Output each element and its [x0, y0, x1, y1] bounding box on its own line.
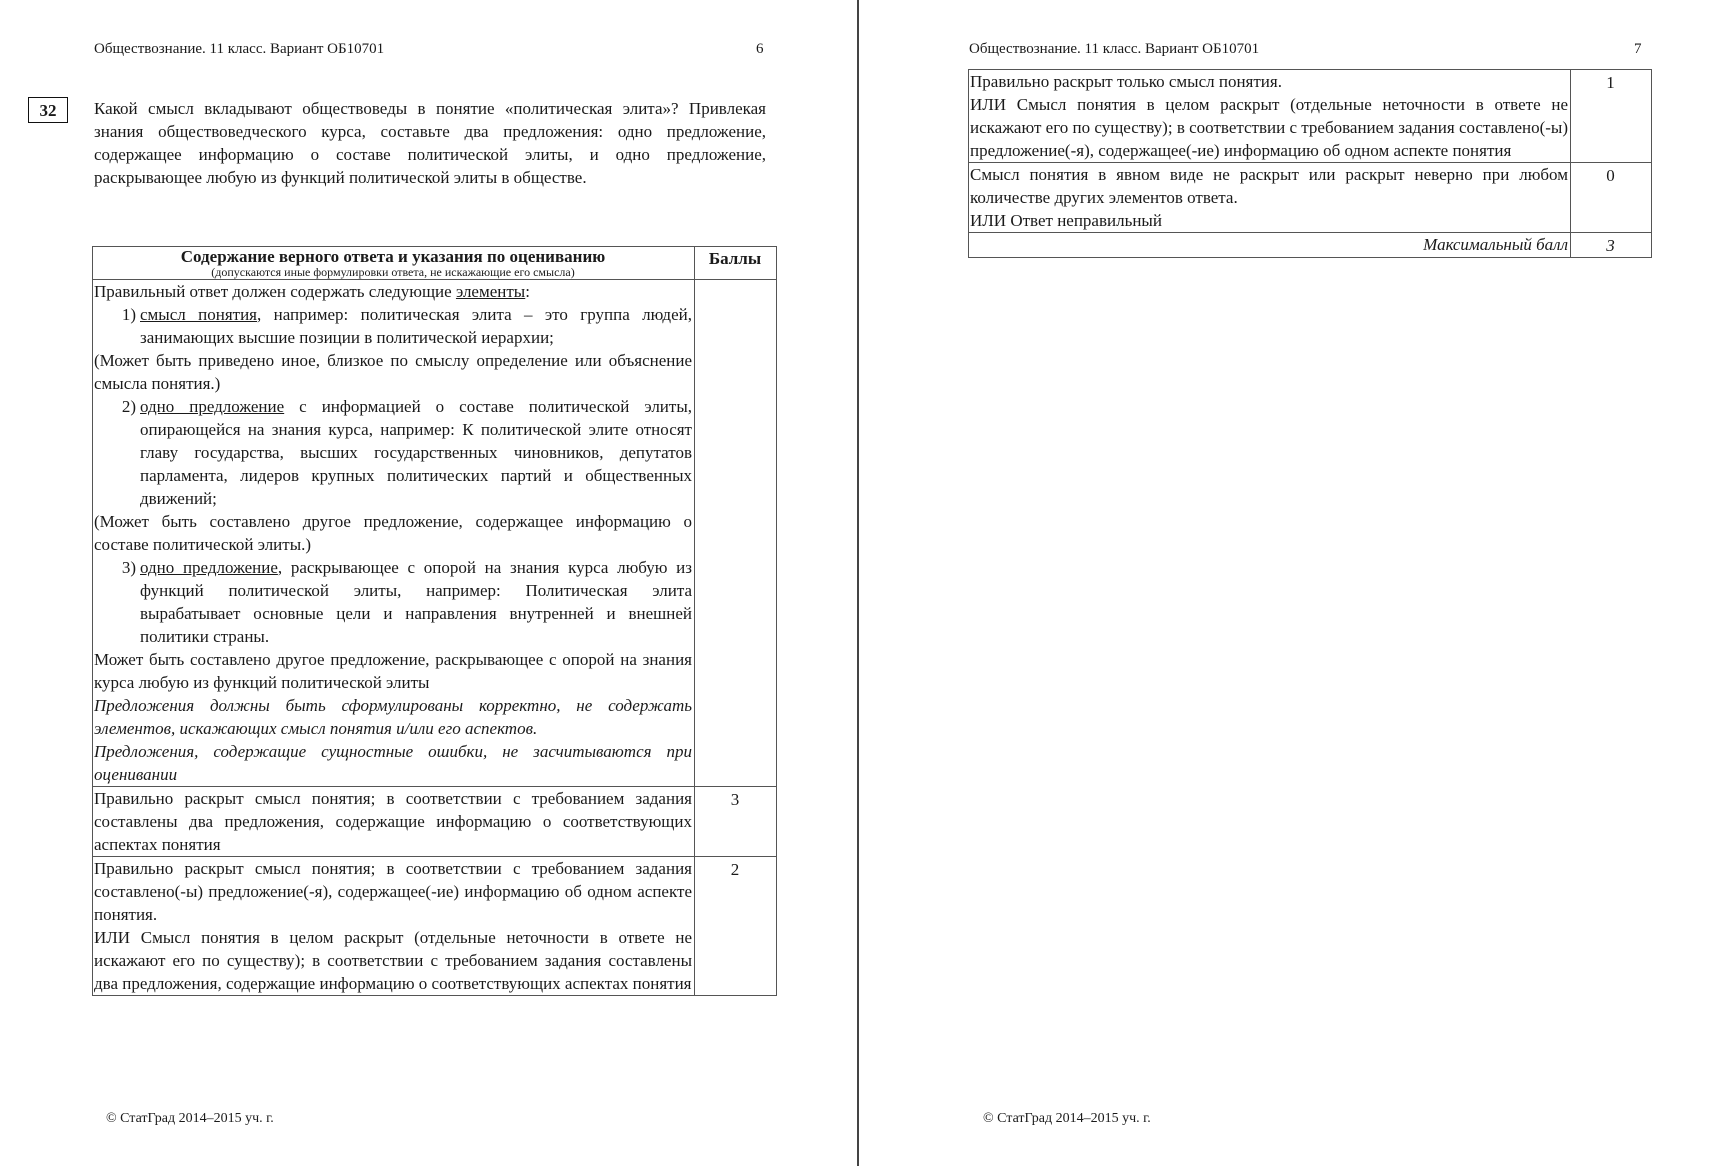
- max-score-label: Максимальный балл: [969, 233, 1571, 258]
- question-number: 32: [28, 97, 68, 123]
- answer-content: [93, 280, 695, 787]
- answer-points-cell: [695, 280, 777, 787]
- answer-content-row: [93, 280, 777, 787]
- page-footer: © СтатГрад 2014–2015 уч. г.: [983, 1111, 1151, 1126]
- score-row-2: [93, 857, 777, 996]
- answer-element-3: 3) одно предложение, раскрывающее с опорой на знания курса любую из функций политической элиты, например: Политическая элита вырабатывает основные цели и направления внутренней и внешней политики страны.: [121, 558, 692, 646]
- score-0-criteria: Смысл понятия в явном виде не раскрыт или раскрыт неверно при любом количестве других элементов ответа. ИЛИ Ответ неправильный: [969, 163, 1571, 233]
- assessment-note-2: Предложения, содержащие сущностные ошибки, не засчитываются при оценивании: [94, 742, 692, 784]
- max-score-row: [969, 233, 1652, 258]
- assessment-note-1: Предложения должны быть сформулированы корректно, не содержать элементов, искажающих смысл понятия и/или его аспектов.: [94, 696, 692, 738]
- content-header-title: Содержание верного ответа и указания по оцениванию: [180, 247, 606, 266]
- question-text: Какой смысл вкладывают обществоведы в понятие «политическая элита»? Привлекая знания обществоведческого курса, составьте два предложения: одно предложение, содержащее информацию о составе политической элиты, и одно предложение, раскрывающее любую из функций политической элиты в обществе.: [94, 99, 766, 187]
- page-footer: © СтатГрад 2014–2015 уч. г.: [106, 1111, 274, 1126]
- points-header: Баллы: [695, 247, 777, 280]
- answer-note-2: (Может быть составлено другое предложение, содержащее информацию о составе политической элиты.): [94, 512, 692, 554]
- score-3-points: 3: [695, 787, 777, 857]
- table-header-row: [93, 247, 777, 280]
- score-2-criteria: Правильно раскрыт смысл понятия; в соответствии с требованием задания составлено(-ы) предложение(-я), содержащее(-ие) информацию об одном аспекте понятия. ИЛИ Смысл понятия в целом раскрыт (отдельные неточности в ответе не искажают его по существу); в соответствии с требованием задания составлены два предложения, содержащие информацию о соответствующих аспектах понятия: [93, 857, 695, 996]
- answer-note-1: (Может быть приведено иное, близкое по смыслу определение или объяснение смысла понятия.): [94, 351, 692, 393]
- score-3-criteria: Правильно раскрыт смысл понятия; в соответствии с требованием задания составлены два предложения, содержащие информацию о соответствующих аспектах понятия: [93, 787, 695, 857]
- score-row-0: [969, 163, 1652, 233]
- page-number: 7: [1634, 41, 1642, 57]
- answer-element-2: 2) одно предложение с информацией о составе политической элиты, опирающейся на знания курса, например: К политической элите относят главу государства, высших государственных чиновников, депутатов парламента, лидеров крупных политических партий и общественных движений;: [121, 397, 692, 508]
- content-header-subtitle: (допускаются иные формулировки ответа, не искажающие его смысла): [211, 265, 575, 279]
- score-1-points: 1: [1571, 70, 1652, 163]
- score-row-3: [93, 787, 777, 857]
- page-header: Обществознание. 11 класс. Вариант ОБ10701: [969, 41, 1260, 57]
- page-header: Обществознание. 11 класс. Вариант ОБ10701: [94, 41, 385, 57]
- score-row-1: [969, 70, 1652, 163]
- answer-element-1: 1) смысл понятия, например: политическая элита – это группа людей, занимающих высшие позиции в политической иерархии;: [121, 305, 692, 347]
- answer-intro: Правильный ответ должен содержать следующие элементы:: [94, 282, 530, 301]
- page-number: 6: [756, 41, 764, 57]
- score-1-criteria: Правильно раскрыт только смысл понятия. ИЛИ Смысл понятия в целом раскрыт (отдельные неточности в ответе не искажают его по существу); в соответствии с требованием задания составлено(-ы) предложение(-я), содержащее(-ие) информацию об одном аспекте понятия: [969, 70, 1571, 163]
- max-score-value: 3: [1571, 233, 1652, 258]
- score-2-points: 2: [695, 857, 777, 996]
- score-0-points: 0: [1571, 163, 1652, 233]
- content-header: [93, 247, 695, 280]
- scoring-table-continued: [968, 69, 1652, 258]
- answer-note-3: Может быть составлено другое предложение, раскрывающее с опорой на знания курса любую из функций политической элиты: [94, 650, 692, 692]
- scoring-table: [92, 246, 777, 996]
- right-page: [859, 0, 1712, 1166]
